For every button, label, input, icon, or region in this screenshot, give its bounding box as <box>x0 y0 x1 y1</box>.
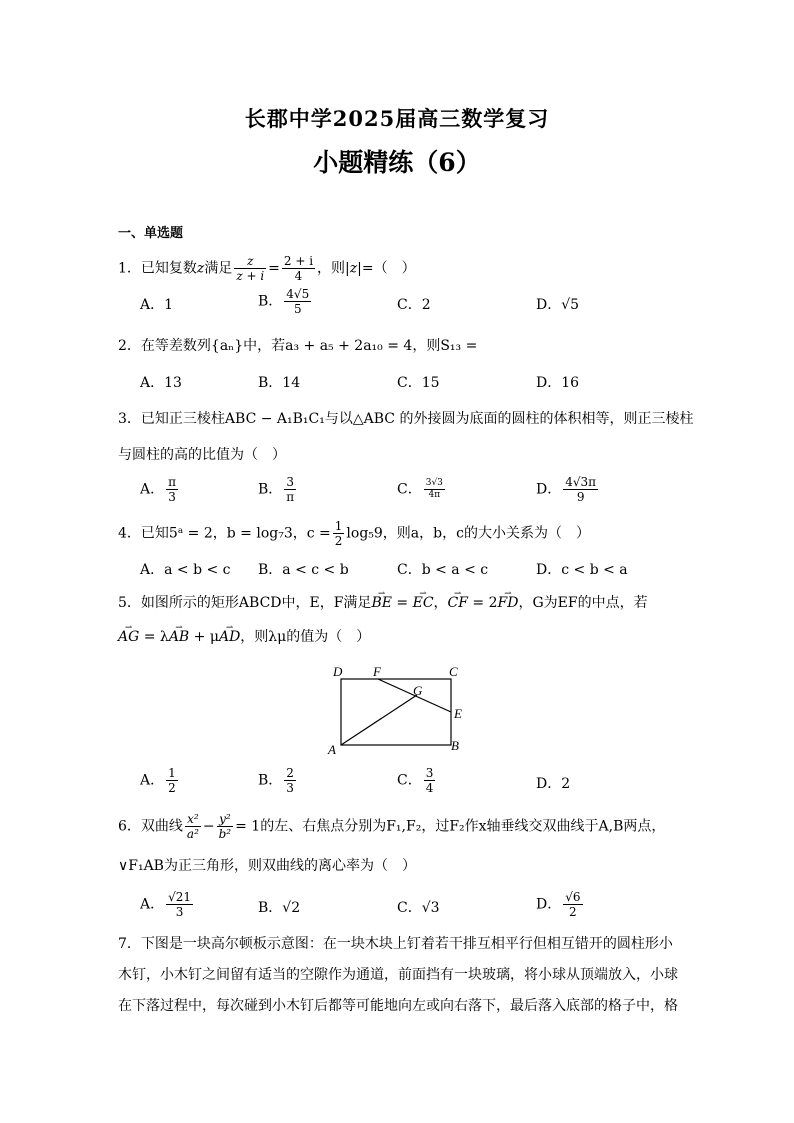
q2-option-b: B．14 <box>258 375 301 391</box>
rectangle-figure <box>325 660 475 760</box>
q1-option-a: A．1 <box>140 297 174 313</box>
label-f: F <box>373 664 381 679</box>
label-g: G <box>413 683 423 698</box>
question-5-line-1: 5．如图所示的矩形ABCD中，E，F满足⇀ BE = ⇀ EC，⇀ CF = 2⇀ FD，G为EF的中点，若 <box>118 594 648 612</box>
question-3-line-1: 3．已知正三棱柱ABC − A₁B₁C₁与以△ABC 的外接圆为底面的圆柱的体积相等，则正三棱柱 <box>118 411 694 427</box>
question-5-line-2: ⇀ AG = λ⇀ AB + μ⇀ AD，则λμ的值为（ ） <box>118 628 370 646</box>
label-a: A <box>328 742 336 757</box>
question-6-line-2: ∨F₁AB为正三角形，则双曲线的离心率为（ ） <box>118 858 416 874</box>
question-7-text: 7．下图是一块高尔顿板示意图：在一块木块上钉着若干排互相平行但相互错开的圆柱形小木钉，小木钉之间留有适当的空隙作为通道，前面挡有一块玻璃，将小球从顶端放入，小球在下落过程中，每次碰到小木钉后都等可能地向左或向右落下，最后落入底部的格子中，格 <box>118 936 678 1014</box>
q3-option-a: A． $\frac{\pi}{3}$ <box>140 475 177 504</box>
q5-option-c: C． $\frac{3}{4}$ <box>397 766 434 795</box>
document-title: 长郡中学2025届高三数学复习 <box>244 106 550 131</box>
q6-option-b: B．√2 <box>258 900 301 916</box>
q4-option-a: A．a < b < c <box>140 562 231 578</box>
document-subtitle: 小题精练（6） <box>313 148 481 177</box>
q4-option-d: D．c < b < a <box>536 562 628 578</box>
q2-option-c: C．15 <box>397 375 440 391</box>
q6-option-c: C．√3 <box>397 900 440 916</box>
question-4-stem: 4．已知5ᵃ = 2，b = log₇3，c = $\frac{1}{2}$ log₅9，则a，b，c的大小关系为（ ） <box>118 519 590 548</box>
q4-option-b: B．a < c < b <box>258 562 349 578</box>
label-e: E <box>454 706 462 721</box>
label-b: B <box>451 738 459 753</box>
label-d: D <box>333 664 343 679</box>
question-1-stem: 1．已知复数z满足 $\frac{z}{z + i}$ = $\frac{2 + i}{4}$ ，则|z|=（ ） <box>118 254 416 283</box>
question-3-line-2: 与圆柱的高的比值为（ ） <box>118 447 286 463</box>
fraction: $\frac{z}{z + i}$ <box>236 254 265 283</box>
q1-option-d: D．√5 <box>536 297 580 313</box>
q2-option-a: A．13 <box>140 375 182 391</box>
q3-option-b: B． $\frac{3}{\pi}$ <box>258 475 295 504</box>
q3-option-d: D． $\frac{4√3\pi}{9}$ <box>536 475 597 504</box>
section-heading: 一、单选题 <box>118 226 184 241</box>
q6-option-d: D． $\frac{√6}{2}$ <box>536 890 581 919</box>
q6-option-a: A． $\frac{√21}{3}$ <box>140 890 192 919</box>
q5-option-a: A． $\frac{1}{2}$ <box>140 766 176 795</box>
q4-option-c: C．b < a < c <box>397 562 489 578</box>
question-6-line-1: 6．双曲线 $\frac{\text{x²}}{\text{a²}}$ − $\frac{\text{y²}}{\text{b²}}$ = 1的左、右焦点分别为F₁,F₂，过F₂作x轴垂线交双曲线于A,B两点， <box>118 812 666 841</box>
question-2-stem: 2．在等差数列{aₙ}中，若a₃ + a₅ + 2a₁₀ = 4，则S₁₃ = <box>118 338 478 354</box>
q3-option-c: C． $\frac{3√3}{4\pi}$ <box>397 478 443 500</box>
q1-option-c: C．2 <box>397 297 431 313</box>
q1-option-b: B． $\frac{4√5}{5}$ <box>258 287 310 316</box>
q2-option-d: D．16 <box>536 375 580 391</box>
q5-option-d: D．2 <box>536 776 571 792</box>
label-c: C <box>449 664 458 679</box>
q5-option-b: B． $\frac{2}{3}$ <box>258 766 294 795</box>
